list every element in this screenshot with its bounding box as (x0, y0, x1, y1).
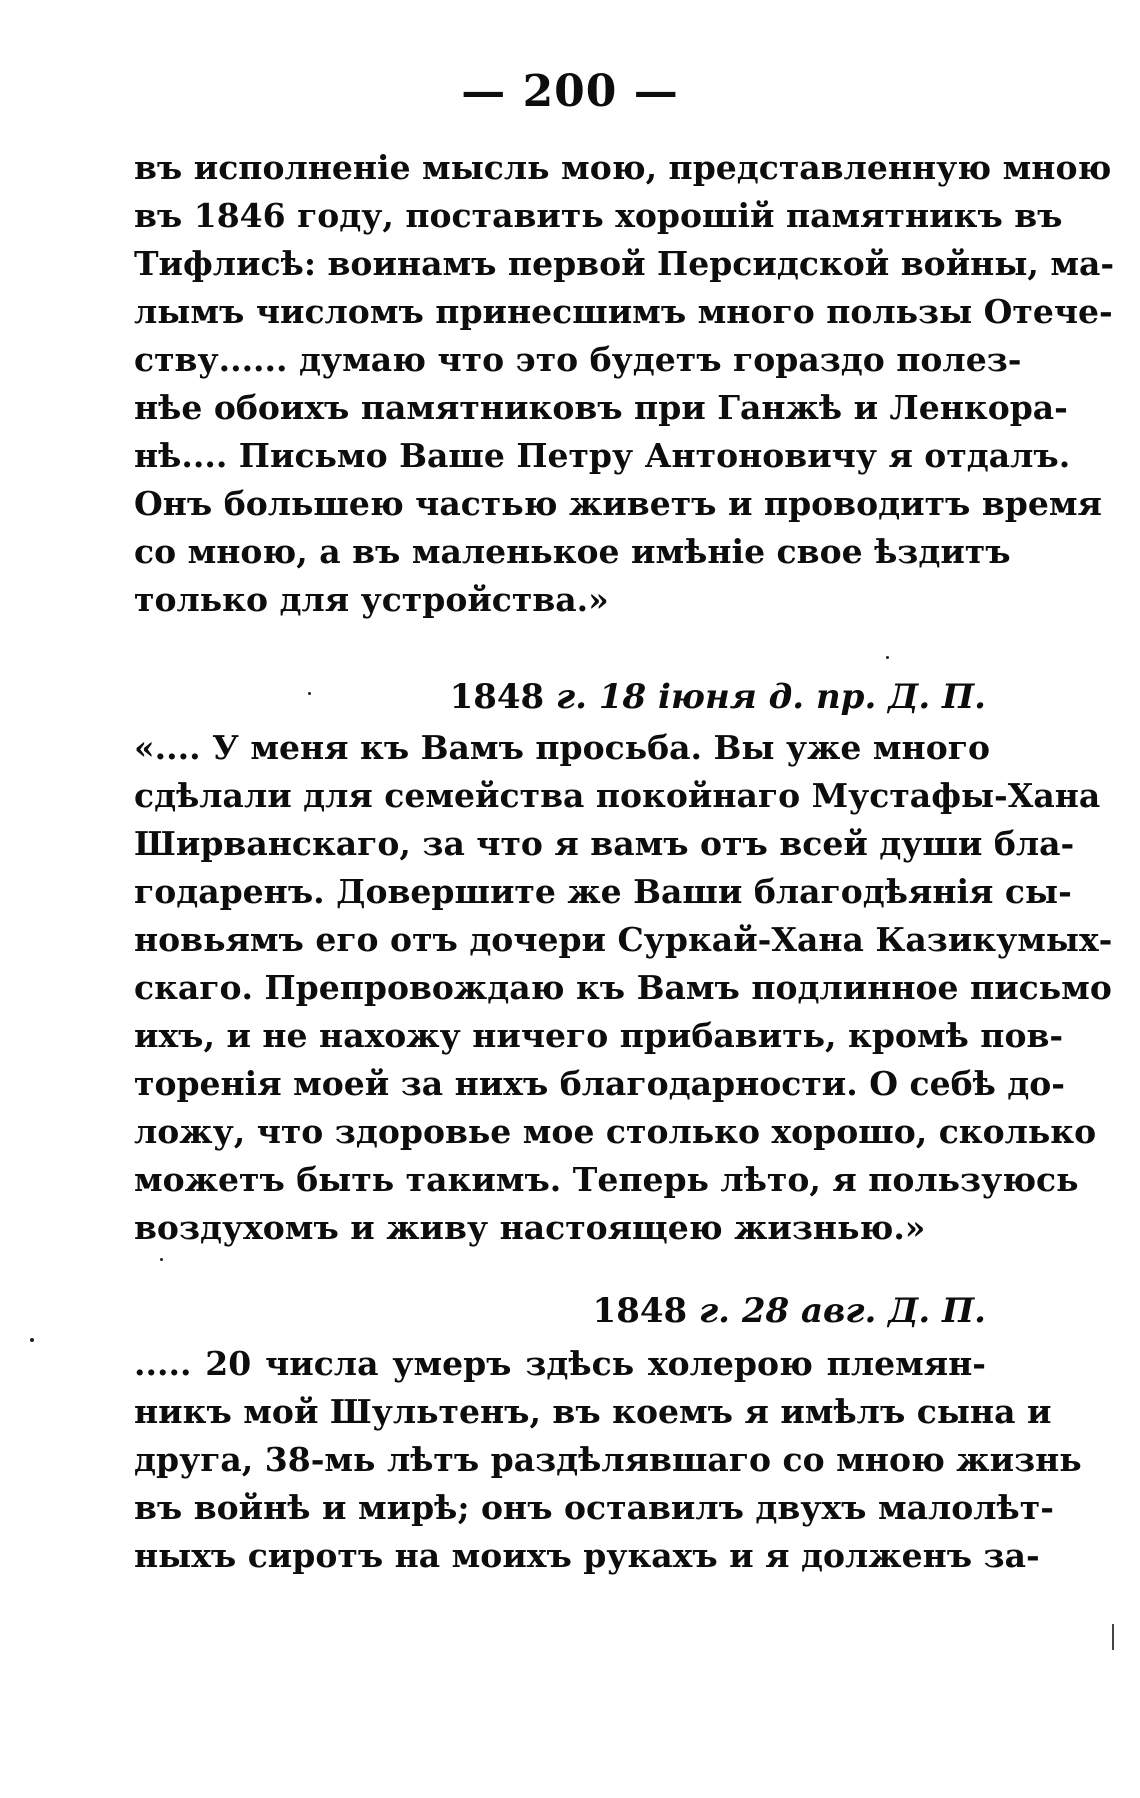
text-line: въ войнѣ и мирѣ; онъ оставилъ двухъ малолѣт- (134, 1488, 1054, 1527)
date-heading-2 (134, 1290, 986, 1332)
scan-speck (308, 692, 311, 695)
date-details: г. 18 іюня д. пр. Д. П. (556, 677, 986, 717)
page-number: — 200 — (461, 66, 679, 117)
text-line: ложу, что здоровье мое столько хорошо, сколько (134, 1112, 1097, 1151)
text-line: воздухомъ и живу настоящею жизнью.» (134, 1208, 926, 1247)
text-line: ихъ, и не нахожу ничего прибавить, кромѣ пов- (134, 1016, 1064, 1055)
text-line: годаренъ. Довершите же Ваши благодѣянія сы- (134, 872, 1072, 911)
date-year: 1848 (449, 677, 545, 717)
date-year: 1848 (592, 1291, 688, 1331)
scan-mark (1112, 1624, 1114, 1650)
text-line: «.... У меня къ Вамъ просьба. Вы уже много (134, 728, 990, 767)
text-line: нѣе обоихъ памятниковъ при Ганжѣ и Ленкора- (134, 388, 1068, 427)
scan-speck (30, 1338, 34, 1342)
text-line: нѣ.... Письмо Ваше Петру Антоновичу я отдалъ. (134, 436, 1071, 475)
text-line: ..... 20 числа умеръ здѣсь холерою племян- (134, 1344, 986, 1383)
date-details: г. 28 авг. Д. П. (699, 1291, 986, 1331)
scan-speck (160, 1258, 163, 1261)
text-line: скаго. Препровождаю къ Вамъ подлинное письмо (134, 968, 1112, 1007)
text-line: сдѣлали для семейства покойнаго Мустафы-Хана (134, 776, 1101, 815)
text-line: со мною, а въ маленькое имѣніе свое ѣздитъ (134, 532, 1011, 571)
scan-speck (886, 656, 889, 659)
text-line: ству...... думаю что это будетъ гораздо полез- (134, 340, 1022, 379)
text-line: лымъ числомъ принесшимъ много пользы Отече- (134, 292, 1113, 331)
text-line: друга, 38-мь лѣтъ раздѣлявшаго со мною жизнь (134, 1440, 1082, 1479)
text-line: только для устройства.» (134, 580, 609, 619)
text-line: въ 1846 году, поставить хорошій памятникъ въ (134, 196, 1063, 235)
text-line: ныхъ сиротъ на моихъ рукахъ и я долженъ за- (134, 1536, 1040, 1575)
text-line: торенія моей за нихъ благодарности. О себѣ до- (134, 1064, 1065, 1103)
text-line: новьямъ его отъ дочери Суркай-Хана Казикумых- (134, 920, 1113, 959)
text-line: въ исполненіе мысль мою, представленную мною (134, 148, 1112, 187)
text-line: никъ мой Шультенъ, въ коемъ я имѣлъ сына и (134, 1392, 1052, 1431)
text-line: Ширванскаго, за что я вамъ отъ всей души бла- (134, 824, 1075, 863)
text-line: Онъ большею частью живетъ и проводитъ время (134, 484, 1102, 523)
date-heading-1 (134, 676, 986, 718)
text-line: можетъ быть такимъ. Теперь лѣто, я пользуюсь (134, 1160, 1079, 1199)
text-line: Тифлисѣ: воинамъ первой Персидской войны, ма- (134, 244, 1115, 283)
